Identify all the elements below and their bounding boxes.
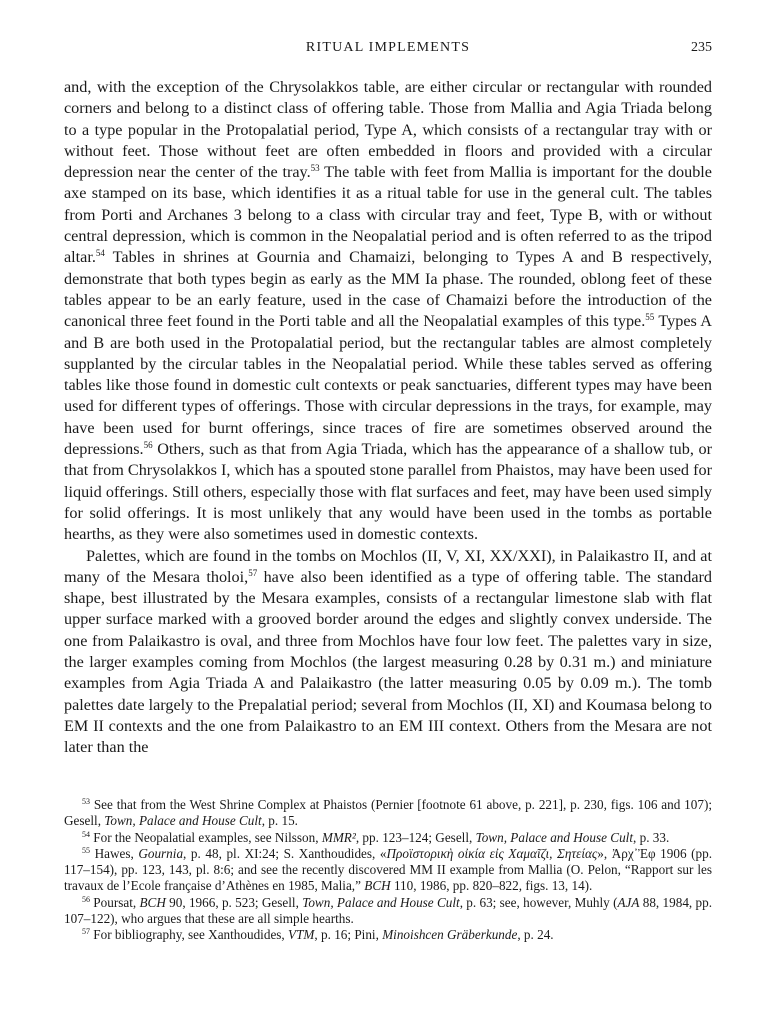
footnote-title: BCH (139, 894, 166, 910)
footnote-title: Town, Palace and House Cult (475, 829, 633, 845)
footnote-ref-57: 57 (248, 567, 258, 578)
footnote-ref-56: 56 (143, 440, 153, 451)
footnote-text: For the Neopalatial examples, see Nilsson, (90, 829, 322, 845)
footnote-title: Προϊστορικὴ οἰκία εἰς Χαμαῖζι, Σητείας (386, 845, 598, 861)
paragraph-text: Tables in shrines at Gournia and Chamaizi, belonging to Types A and B respectively, demonstrate that both types begin as early as the MM Ia phase. The rounded, oblong feet of these tables appear to be an early feature, used in the case of Chamaizi before the introduction of the canonical three feet found in the Porti table and all the Neopalatial examples of this type. (64, 248, 712, 331)
footnote-57 (64, 927, 712, 943)
footnote-title: VTM (288, 927, 315, 943)
paragraph-palettes (64, 546, 712, 759)
footnote-text: 1906 (pp. 117–154), pp. 123, 143, pl. 8:6; and see the recently discovered MM II example from Mallia (O. Pelon, “Rapport sur les travaux de l’Ecole française d’Athènes en 1985, Malia,” (64, 845, 712, 894)
footnote-text: , p. 15. (261, 813, 298, 829)
footnote-text: , p. 24. (517, 927, 554, 943)
footnote-title: MMR² (321, 829, 356, 845)
footnote-text: , p. 48, pl. XI:24; S. Xanthoudides, « (183, 845, 387, 861)
footnotes (64, 797, 712, 944)
paragraph-text: Palettes, which are found in the tombs on Mochlos (II, V, XI, XX/XXI), in Palaikastro II, and at many of the Mesara tholoi, (64, 546, 712, 586)
footnote-text: Hawes, (90, 845, 139, 861)
footnote-text: Poursat, (90, 894, 140, 910)
paragraph-text: and, with the exception of the Chrysolakkos table, are either circular or rectangular with rounded corners and belong to a distinct class of offering table. Those from Mallia and Agia Triada belong to a type popular in the Protopalatial period, Type A, which consists of a rectangular tray with or without feet. Those without feet are often embedded in floors and provided with a circular depression near the center of the tray. (64, 78, 712, 182)
footnote-56 (64, 895, 712, 928)
paragraph-text: Others, such as that from Agia Triada, which has the appearance of a shallow tub, or that from Chrysolakkos I, which has a spouted stone parallel from Phaistos, may have been used for liquid offerings. Still others, especially those with flat surfaces and feet, may have been used simply for solid offerings. It is most unlikely that any would have been used in the tombs as portable hearths, as they were also sometimes used in domestic contexts. (64, 440, 712, 544)
footnote-text: , p. 63; see, however, Muhly ( (459, 894, 618, 910)
running-title: RITUAL IMPLEMENTS (305, 40, 471, 55)
footnote-title: Ἀρχ᾽Ἐφ (611, 845, 656, 861)
footnote-title: Gournia (138, 845, 184, 861)
footnote-title: Minoishcen Gräberkunde (382, 927, 518, 943)
footnote-text: , p. 33. (633, 829, 670, 845)
page-number: 235 (691, 40, 712, 55)
footnote-text: , pp. 123–124; Gesell, (355, 829, 476, 845)
footnote-text: , p. 16; Pini, (314, 927, 383, 943)
footnote-title: BCH (364, 878, 391, 894)
footnote-title: AJA (617, 894, 640, 910)
footnote-number: 53 (82, 797, 90, 806)
footnote-number: 57 (82, 927, 90, 937)
footnote-text: », (597, 845, 612, 861)
footnote-text: For bibliography, see Xanthoudides, (90, 927, 289, 943)
footnote-number: 56 (82, 894, 90, 904)
footnote-text: 90, 1966, p. 523; Gesell, (165, 894, 303, 910)
footnote-title: Town, Palace and House Cult (302, 894, 460, 910)
footnote-ref-54: 54 (95, 248, 105, 259)
running-head (64, 40, 712, 62)
footnote-55 (64, 846, 712, 895)
footnote-54 (64, 830, 712, 846)
footnote-text: See that from the West Shrine Complex at Phaistos (Pernier [footnote 61 above, p. 221], p. 230, figs. 106 and 107); Gesell, (64, 797, 712, 829)
footnote-ref-55: 55 (645, 312, 655, 323)
footnote-ref-53: 53 (310, 163, 320, 174)
footnote-text: 88, 1984, pp. 107–122), who argues that these are all simple hearths. (64, 894, 713, 927)
footnote-text: 110, 1986, pp. 820–822, figs. 13, 14). (390, 878, 593, 894)
footnote-number: 55 (82, 845, 90, 855)
footnote-53 (64, 797, 712, 830)
body-text (64, 77, 712, 759)
paragraph-text: have also been identified as a type of offering table. The standard shape, best illustrated by the Mesara examples, consists of a rectangular limestone slab with flat upper surface marked with a grooved border around the edges and slightly convex underside. The one from Palaikastro is oval, and three from Mochlos have four low feet. The palettes vary in size, the larger examples coming from Mochlos (the largest measuring 0.28 by 0.31 m.) and miniature examples from Agia Triada A and Palaikastro (the latter measuring 0.05 by 0.09 m.). The tomb palettes date largely to the Prepalatial period; several from Mochlos (II, XI) and Koumasa belong to EM II contexts and the one from Palaikastro to an EM III context. Others from the Mesara are not later than the (64, 567, 712, 757)
paragraph-text: Types A and B are both used in the Protopalatial period, but the rectangular tables are almost completely supplanted by the circular tables in the Neopalatial period. While these tables served as offering tables like those found in domestic cult contexts or peak sanctuaries, different types may have been used for different types of offerings. Those with circular depressions in the trays, for example, may have been used for burnt offerings, since traces of fire are sometimes observed around the depressions. (64, 312, 712, 459)
paragraph-offering-tables (64, 77, 712, 546)
footnote-title: Town, Palace and House Cult (104, 813, 262, 829)
paragraph-text: The table with feet from Mallia is important for the double axe stamped on its base, which identifies it as a ritual table for use in the general cult. The tables from Porti and Archanes 3 belong to a class with circular tray and feet, Type B, with or without central depression, which is common in the Neopalatial period and is often referred to as the tripod altar. (64, 163, 712, 267)
footnote-number: 54 (82, 829, 90, 839)
